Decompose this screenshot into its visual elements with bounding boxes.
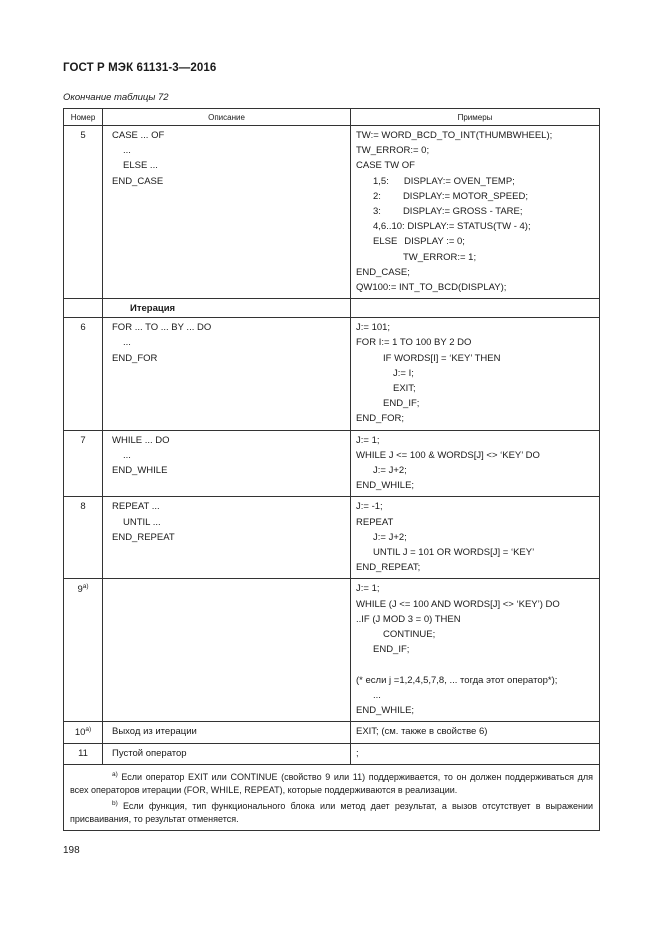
table-row [64,579,600,722]
row-description: Выход из итерации [103,722,351,743]
row-example: TW:= WORD_BCD_TO_INT(THUMBWHEEL); TW_ERROR:= 0; CASE TW OF 1,5: DISPLAY:= OVEN_TEMP; 2: DISPLAY:= MOTOR_SPEED; 3: DISPLAY:= GROSS - TARE; 4,6..10: DISPLAY:= STATUS(TW - 4); ELSE DISPLAY := 0; TW_ERROR:= 1; END_CASE; QW100:= INT_TO_BCD(DISPLAY); [351,126,600,299]
column-header-num: Номер [64,109,103,126]
table-caption: Окончание таблицы 72 [63,92,169,103]
iteration-table [63,108,600,831]
footnotes [64,764,600,830]
row-description [103,579,351,722]
footnote-b: $^{b)}$ Если функция, тип функционального блока или метод дает результат, а вызов отсутствует в выражении присваивания, то результат отменяется. [70,799,593,824]
row-number: 9$^{a)}$ [64,579,103,722]
section-title: Итерация [103,299,351,318]
table-row [64,318,600,430]
row-description: REPEAT ... UNTIL ... END_REPEAT [103,497,351,579]
row-example: J:= 1; WHILE (J <= 100 AND WORDS[J] <> ‘KEY’) DO ..IF (J MOD 3 = 0) THEN CONTINUE; END_IF; (* если j =1,2,4,5,7,8, ... тогда этот оператор*); ... END_WHILE; [351,579,600,722]
row-number: 8 [64,497,103,579]
row-number: 11 [64,743,103,764]
table-row [64,126,600,299]
row-description: WHILE ... DO ... END_WHILE [103,430,351,497]
row-description: FOR ... TO ... BY ... DO ... END_FOR [103,318,351,430]
row-example: J:= 1; WHILE J <= 100 & WORDS[J] <> ‘KEY’ DO J:= J+2; END_WHILE; [351,430,600,497]
table-row [64,497,600,579]
row-number: 5 [64,126,103,299]
table-header-row [64,109,600,126]
table-row [64,722,600,743]
column-header-desc: Описание [103,109,351,126]
row-description: Пустой оператор [103,743,351,764]
row-number: 10$^{a)}$ [64,722,103,743]
table-row [64,743,600,764]
row-example: ; [351,743,600,764]
footnote-a: $^{а)}$ Если оператор EXIT или CONTINUE (свойство 9 или 11) поддерживается, то он должен поддерживаться для всех операторов итерации (FOR, WHILE, REPEAT), которые поддерживаются в реализации. [70,770,593,795]
column-header-examples: Примеры [351,109,600,126]
table-row [64,430,600,497]
row-example: J:= 101; FOR I:= 1 TO 100 BY 2 DO IF WORDS[I] = ‘KEY’ THEN J:= I; EXIT; END_IF; END_FOR; [351,318,600,430]
section-row [64,299,600,318]
document-title: ГОСТ Р МЭК 61131-3—2016 [63,62,217,74]
row-example: J:= -1; REPEAT J:= J+2; UNTIL J = 101 OR WORDS[J] = ‘KEY’ END_REPEAT; [351,497,600,579]
page-number: 198 [63,845,80,856]
footnotes-row [64,764,600,830]
row-number: 6 [64,318,103,430]
row-example: EXIT; (см. также в свойстве 6) [351,722,600,743]
row-description: CASE ... OF ... ELSE ... END_CASE [103,126,351,299]
row-number: 7 [64,430,103,497]
